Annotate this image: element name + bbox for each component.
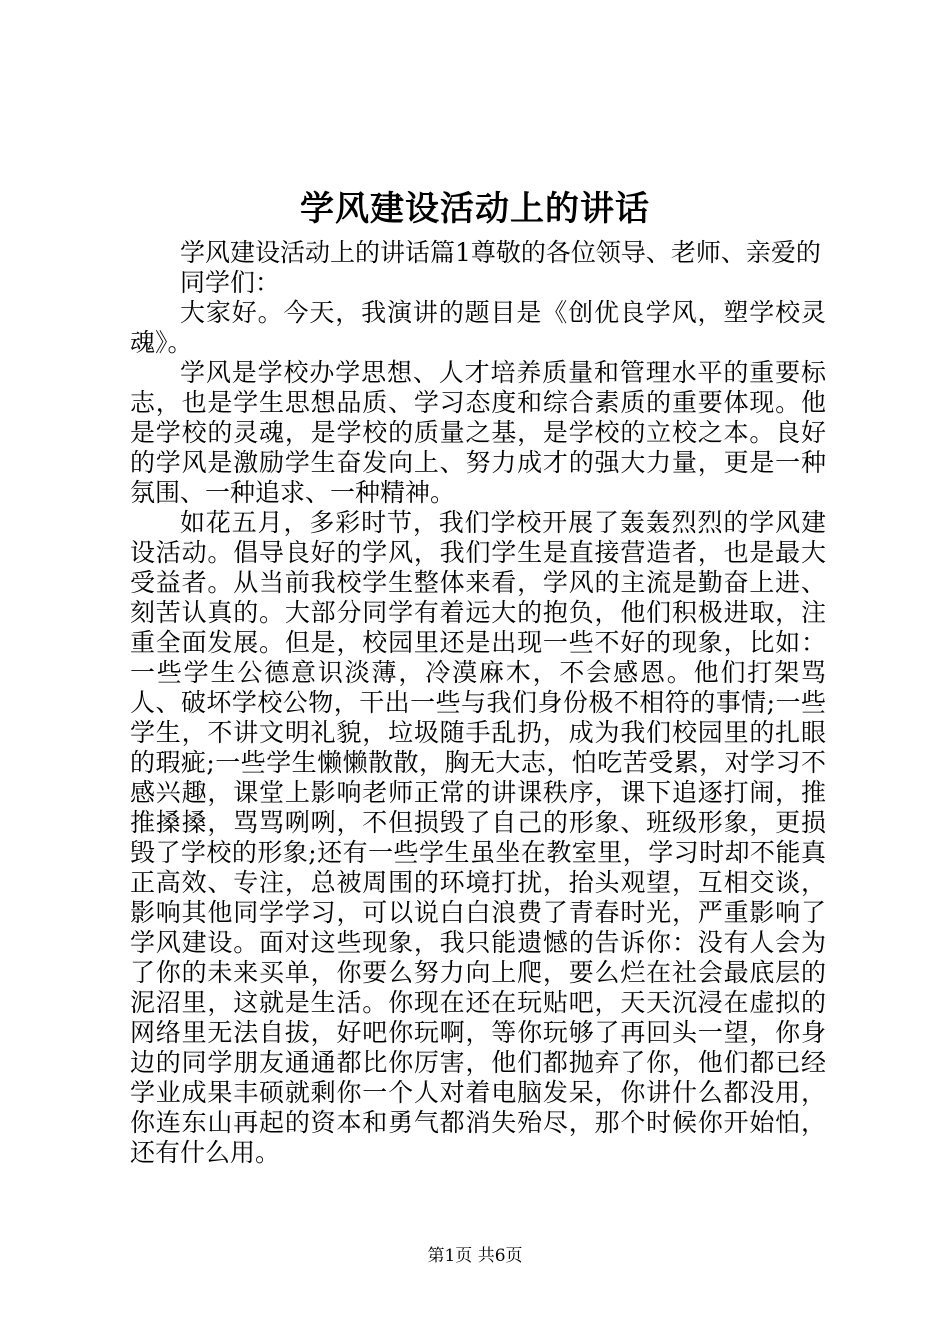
paragraph-topic: 大家好。今天，我演讲的题目是《创优良学风，塑学校灵魂》。 [130, 298, 826, 357]
page-number-footer: 第1页 共6页 [427, 1246, 523, 1266]
paragraph-greeting: 同学们： [180, 268, 281, 297]
paragraph-intro: 学风建设活动上的讲话篇1尊敬的各位领导、老师、亲爱的 [180, 238, 821, 267]
paragraph-may-activity: 如花五月，多彩时节，我们学校开展了轰轰烈烈的学风建设活动。倡导良好的学风，我们学生是直接营造者，也是最大受益者。从当前我校学生整体来看，学风的主流是勤奋上进、刻苦认真的。大部分同学有着远大的抱负，他们积极进取，注重全面发展。但是，校园里还是出现一些不好的现象，比如：一些学生公德意识淡薄，冷漠麻木，不会感恩。他们打架骂人、破坏学校公物，干出一些与我们身份极不相符的事情;一些学生，不讲文明礼貌，垃圾随手乱扔，成为我们校园里的扎眼的瑕疵;一些学生懒懒散散，胸无大志，怕吃苦受累，对学习不感兴趣，课堂上影响老师正常的讲课秩序，课下追逐打闹，推推搡搡，骂骂咧咧，不但损毁了自己的形象、班级形象，更损毁了学校的形象;还有一些学生虽坐在教室里，学习时却不能真正高效、专注，总被周围的环境打扰，抬头观望，互相交谈，影响其他同学学习，可以说白白浪费了青春时光，严重影响了学风建设。面对这些现象，我只能遗憾的告诉你：没有人会为了你的未来买单，你要么努力向上爬，要么烂在社会最底层的泥沼里，这就是生活。你现在还在玩贴吧，天天沉浸在虚拟的网络里无法自拔，好吧你玩啊，等你玩够了再回头一望，你身边的同学朋友通通都比你厉害，他们都抛弃了你，他们都已经学业成果丰硕就剩你一个人对着电脑发呆，你讲什么都没用，你连东山再起的资本和勇气都消失殆尽，那个时候你开始怕，还有什么用。 [130, 508, 826, 1167]
document-title: 学风建设活动上的讲话 [300, 189, 650, 229]
paragraph-study-style: 学风是学校办学思想、人才培养质量和管理水平的重要标志，也是学生思想品质、学习态度和综合素质的重要体现。他是学校的灵魂，是学校的质量之基，是学校的立校之本。良好的学风是激励学生奋发向上、努力成才的强大力量，更是一种氛围、一种追求、一种精神。 [130, 358, 826, 507]
document-body [130, 238, 826, 1168]
